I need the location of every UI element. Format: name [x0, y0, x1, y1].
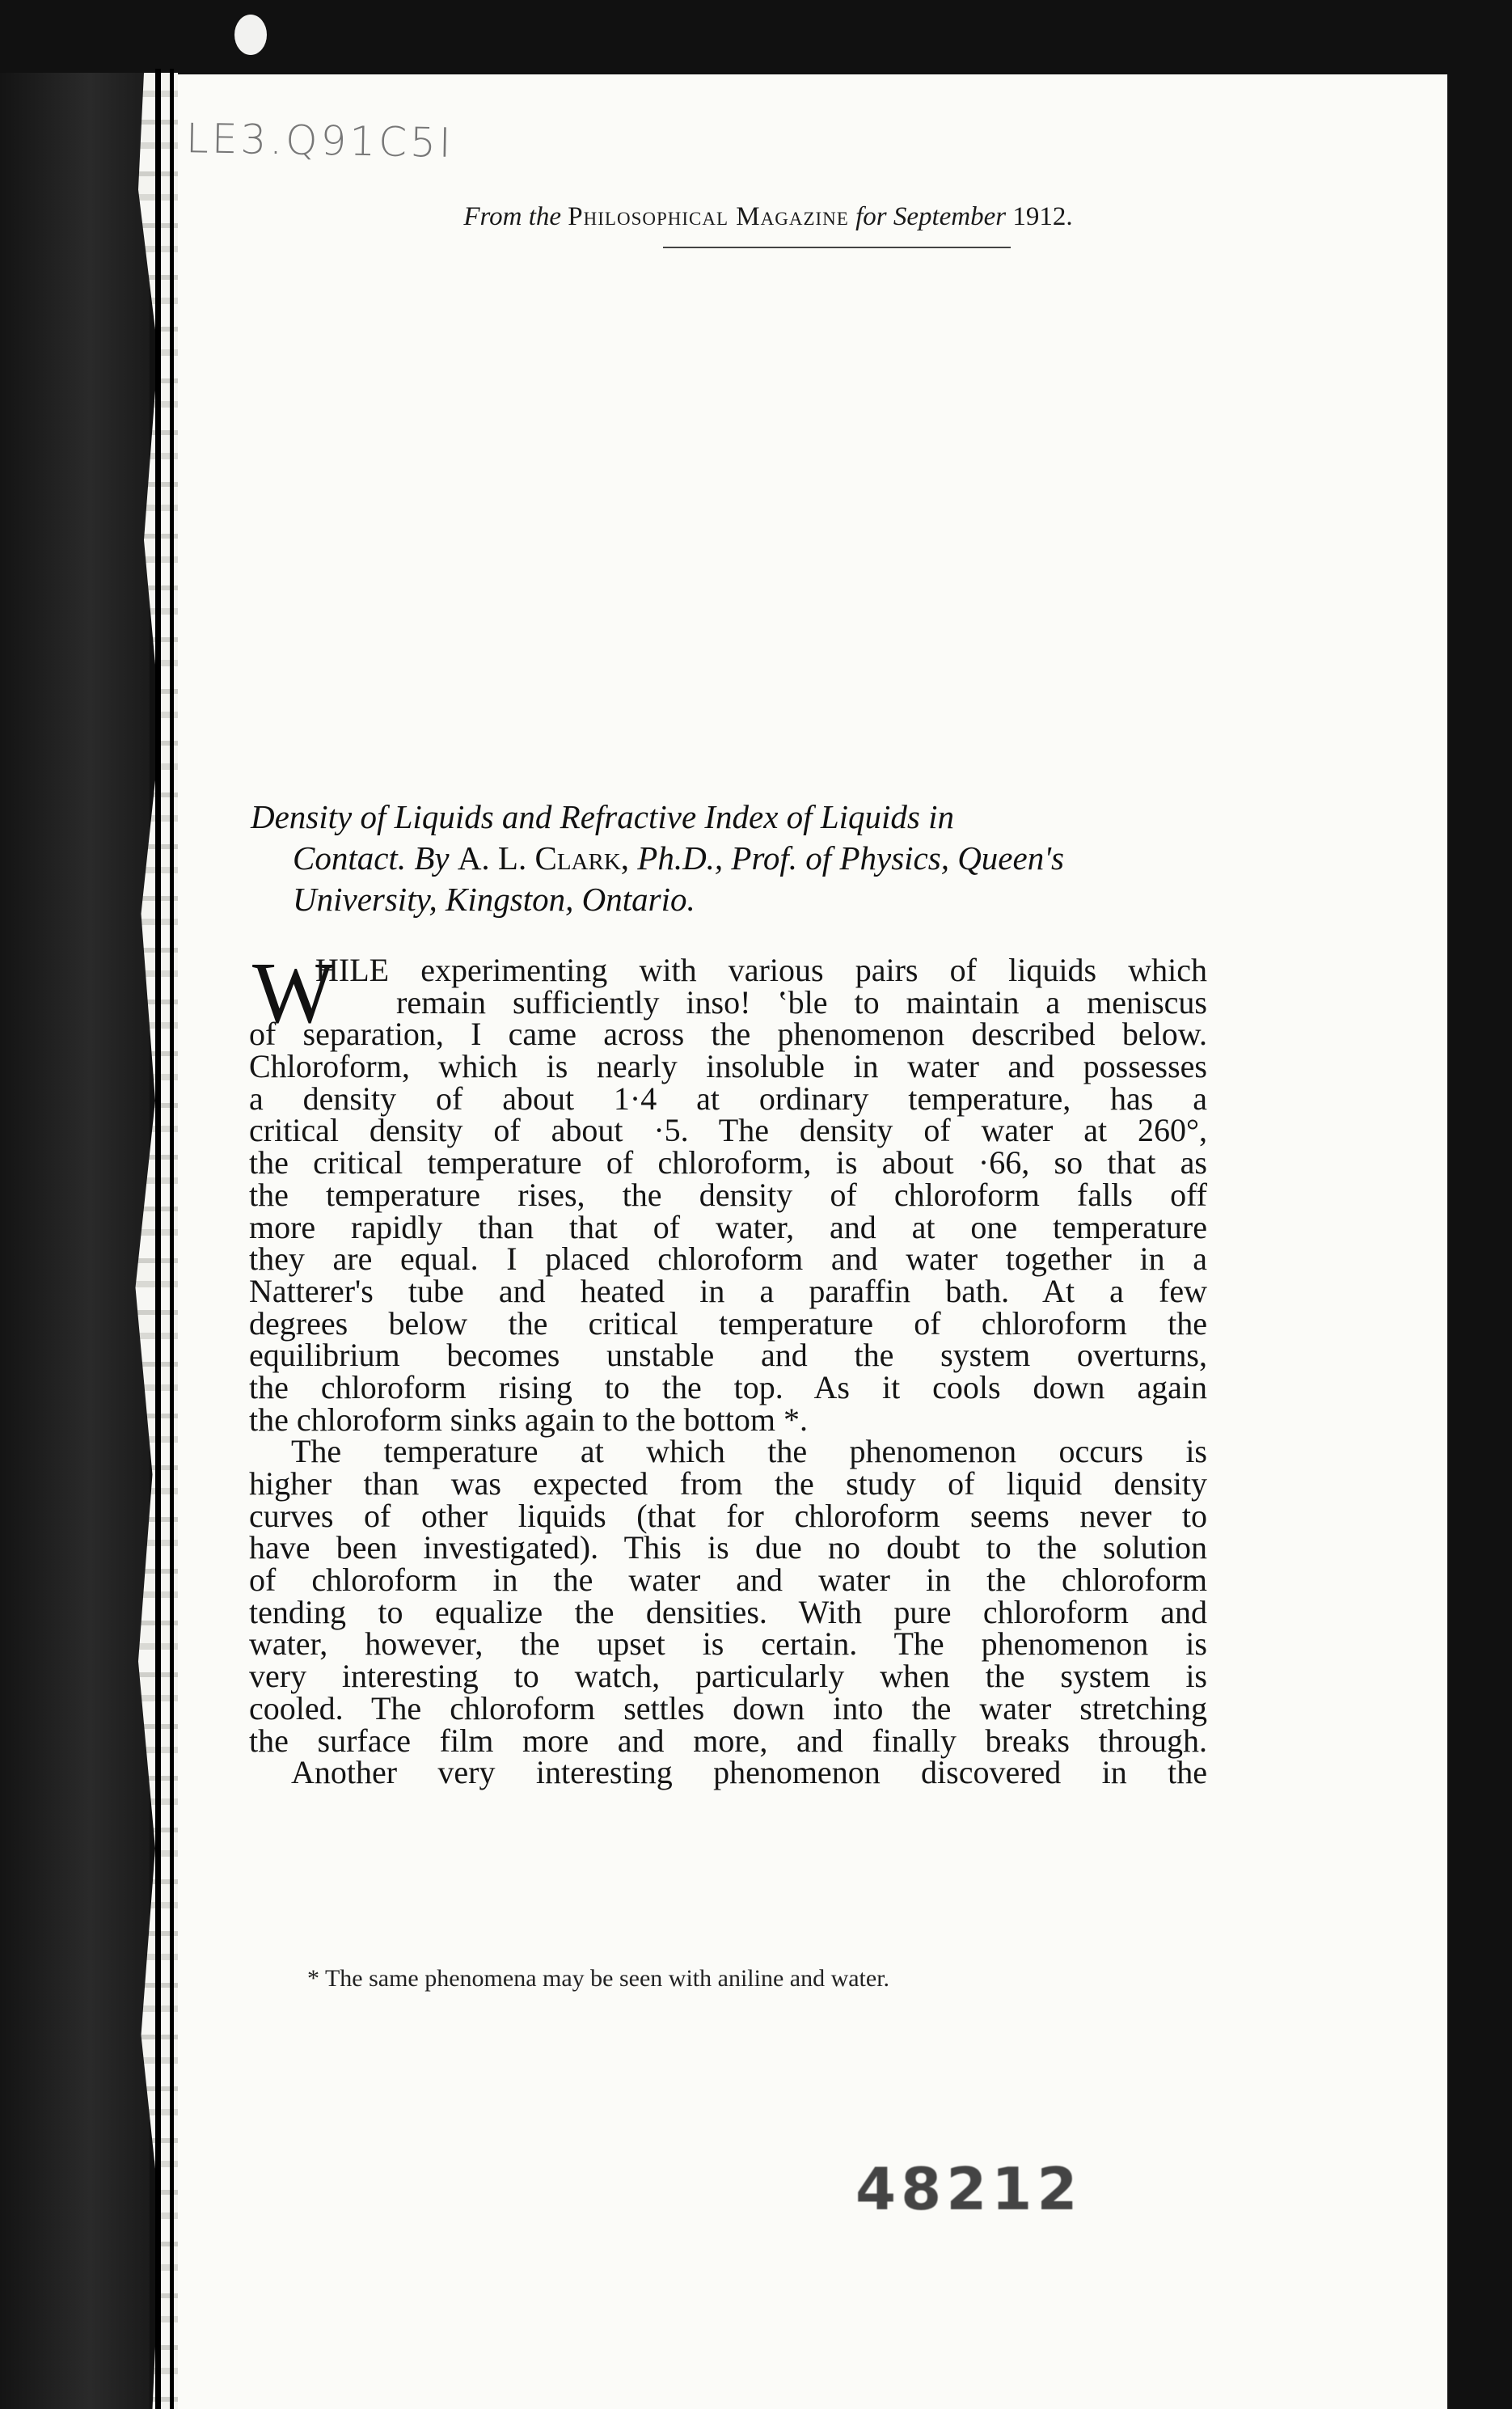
body-line: the temperature rises, the density of chloroform falls off: [249, 1176, 1207, 1213]
scan-speck: [234, 15, 267, 55]
header-for: for: [855, 202, 887, 231]
body-line: have been investigated). This is due no doubt to the solution: [249, 1529, 1207, 1566]
body-line: water, however, the upset is certain. The phenomenon is: [249, 1625, 1207, 1663]
footnote: * The same phenomena may be seen with aniline and water.: [307, 1965, 890, 1992]
body-line: the chloroform rising to the top. As it cools down again: [249, 1368, 1207, 1405]
title-line-2b: Ph.D., Prof. of Physics, Queen's: [637, 839, 1064, 877]
body-line: of chloroform in the water and water in the chloroform: [249, 1562, 1207, 1599]
body-line: Chloroform, which is nearly insoluble in water and possesses: [249, 1048, 1207, 1085]
body-line: the surface film more and more, and finally breaks through.: [249, 1722, 1207, 1759]
journal-name: Philosophical Magazine: [568, 202, 849, 231]
body-line: critical density of about ·5. The density of water at 260°,: [249, 1112, 1207, 1149]
title-line-2a: Contact. By: [293, 839, 450, 877]
body-line: HILE experimenting with various pairs of liquids which: [315, 952, 1207, 988]
dark-scan-margin: [0, 73, 150, 2409]
header-prefix: From the: [463, 202, 562, 231]
body-line: of separation, I came across the phenomenon described below.: [249, 1016, 1207, 1053]
body-line: tending to equalize the densities. With pure chloroform and: [249, 1593, 1207, 1630]
title-line-1: Density of Liquids and Refractive Index of Liquids in: [251, 798, 955, 835]
article-body: [249, 945, 1207, 1791]
body-line: the chloroform sinks again to the bottom *.: [249, 1401, 808, 1438]
body-line: they are equal. I placed chloroform and water together in a: [249, 1240, 1207, 1278]
title-line-2: [251, 838, 1205, 879]
binding-line-inner: [170, 69, 174, 2409]
body-line: Natterer's tube and heated in a paraffin bath. At a few: [249, 1272, 1207, 1309]
body-line: The temperature at which the phenomenon occurs is: [291, 1433, 1207, 1470]
body-line: curves of other liquids (that for chloroform seems never to: [249, 1497, 1207, 1534]
drop-cap: W: [252, 945, 335, 1042]
body-line: equilibrium becomes unstable and the system overturns,: [249, 1337, 1207, 1374]
header-year: 1912.: [1012, 202, 1073, 231]
binding-line: [155, 69, 161, 2409]
body-line: cooled. The chloroform settles down into the water stretching: [249, 1689, 1207, 1726]
catalog-mark: LE3.Q91C5I: [185, 115, 455, 167]
accession-number: 48212: [855, 2155, 1083, 2223]
body-line: more rapidly than that of water, and at one temperature: [249, 1208, 1207, 1245]
body-line: very interesting to watch, particularly when the system is: [249, 1658, 1207, 1695]
header-rule: [663, 247, 1011, 248]
body-line: a density of about 1·4 at ordinary temperature, has a: [249, 1080, 1207, 1117]
title-line-3: University, Kingston, Ontario.: [293, 881, 695, 918]
body-line: degrees below the critical temperature of chloroform the: [249, 1304, 1207, 1342]
article-title: [251, 797, 1205, 920]
source-header: [162, 202, 1375, 232]
body-line: remain sufficiently inso! ‛ble to maintain a meniscus: [396, 983, 1207, 1021]
author-name: A. L. Clark,: [457, 839, 630, 877]
header-month: September: [893, 202, 1007, 231]
body-line: higher than was expected from the study of liquid density: [249, 1465, 1207, 1502]
body-line: Another very interesting phenomenon discovered in the: [291, 1754, 1207, 1791]
body-line: the critical temperature of chloroform, is about ·66, so that as: [249, 1144, 1207, 1181]
